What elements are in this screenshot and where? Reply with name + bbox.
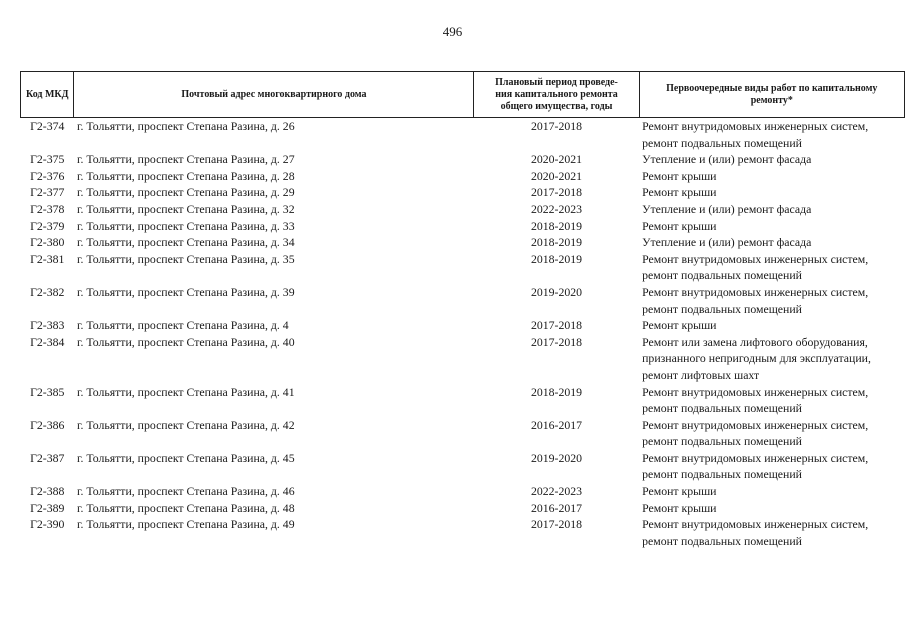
repair-period: 2016-2017 xyxy=(530,500,583,515)
postal-address: г. Тольятти, проспект Степана Разина, д. 26 xyxy=(76,119,295,133)
postal-address: г. Тольятти, проспект Степана Разина, д. 46 xyxy=(76,484,295,499)
priority-works-line: ремонт подвальных помещений xyxy=(642,401,802,416)
postal-address: г. Тольятти, проспект Степана Разина, д. 39 xyxy=(76,284,295,299)
table-row xyxy=(21,284,905,317)
mkd-code: Г2-382 xyxy=(30,284,65,299)
table-row xyxy=(21,500,905,517)
table-row xyxy=(21,234,905,251)
priority-works xyxy=(639,334,904,384)
mkd-code: Г2-386 xyxy=(30,417,65,432)
priority-works xyxy=(639,168,904,185)
table-row xyxy=(21,151,905,168)
priority-works xyxy=(639,483,904,500)
table-header-row xyxy=(21,72,905,118)
priority-works xyxy=(639,450,904,483)
priority-works-line: Ремонт внутридомовых инженерных систем, xyxy=(642,251,869,266)
mkd-code: Г2-381 xyxy=(30,251,65,266)
priority-works-line: Ремонт или замена лифтового оборудования, xyxy=(642,334,868,349)
priority-works xyxy=(639,218,904,235)
mkd-code: Г2-390 xyxy=(30,517,65,532)
priority-works xyxy=(639,317,904,334)
postal-address: г. Тольятти, проспект Степана Разина, д. 29 xyxy=(76,185,295,200)
priority-works xyxy=(639,234,904,251)
priority-works-line: ремонт подвальных помещений xyxy=(642,467,802,482)
mkd-code: Г2-383 xyxy=(30,318,65,333)
postal-address: г. Тольятти, проспект Степана Разина, д. 45 xyxy=(76,450,295,465)
repair-period: 2017-2018 xyxy=(530,334,583,349)
priority-works xyxy=(639,151,904,168)
table-row xyxy=(21,516,905,549)
header-period-line: Плановый период проведе- xyxy=(495,76,618,88)
priority-works-line: Ремонт внутридомовых инженерных систем, xyxy=(642,119,869,133)
header-period-line: общего имущества, годы xyxy=(500,100,613,112)
repair-period: 2018-2019 xyxy=(530,218,583,233)
repair-period: 2022-2023 xyxy=(530,484,583,499)
mkd-code: Г2-389 xyxy=(30,500,65,515)
table-row xyxy=(21,168,905,185)
header-period-line: ния капитального ремонта xyxy=(495,88,618,100)
priority-works-line: Утепление и (или) ремонт фасада xyxy=(642,235,812,250)
priority-works xyxy=(639,417,904,450)
priority-works-line: ремонт подвальных помещений xyxy=(642,268,802,283)
priority-works-line: Ремонт внутридомовых инженерных систем, xyxy=(642,417,869,432)
repair-period: 2018-2019 xyxy=(530,384,583,399)
priority-works-line: ремонт подвальных помещений xyxy=(642,533,802,548)
mkd-code: Г2-380 xyxy=(30,235,65,250)
priority-works-line: Ремонт внутридомовых инженерных систем, xyxy=(642,284,869,299)
mkd-code: Г2-388 xyxy=(30,484,65,499)
repair-period: 2017-2018 xyxy=(530,119,583,133)
postal-address: г. Тольятти, проспект Степана Разина, д. 27 xyxy=(76,152,295,167)
priority-works-line: Ремонт внутридомовых инженерных систем, xyxy=(642,450,869,465)
table-row xyxy=(21,483,905,500)
priority-works xyxy=(639,516,904,549)
priority-works xyxy=(639,284,904,317)
priority-works-line: ремонт лифтовых шахт xyxy=(642,367,760,382)
mkd-code: Г2-387 xyxy=(30,450,65,465)
repair-period: 2017-2018 xyxy=(530,517,583,532)
header-works xyxy=(639,72,904,118)
table-row xyxy=(21,118,905,152)
priority-works-line: Утепление и (или) ремонт фасада xyxy=(642,201,812,216)
mkd-code: Г2-376 xyxy=(30,168,65,183)
priority-works-line: Ремонт крыши xyxy=(642,185,717,200)
table-row xyxy=(21,317,905,334)
priority-works-line: ремонт подвальных помещений xyxy=(642,434,802,449)
table-row xyxy=(21,184,905,201)
priority-works-line: ремонт подвальных помещений xyxy=(642,135,802,150)
repair-period: 2022-2023 xyxy=(530,201,583,216)
priority-works-line: Утепление и (или) ремонт фасада xyxy=(642,152,812,167)
repair-period: 2019-2020 xyxy=(530,284,583,299)
postal-address: г. Тольятти, проспект Степана Разина, д. 35 xyxy=(76,251,295,266)
priority-works xyxy=(639,500,904,517)
priority-works-line: Ремонт крыши xyxy=(642,218,717,233)
table-row xyxy=(21,334,905,384)
mkd-code: Г2-379 xyxy=(30,218,65,233)
mkd-code: Г2-384 xyxy=(30,334,65,349)
table-row xyxy=(21,450,905,483)
postal-address: г. Тольятти, проспект Степана Разина, д. 41 xyxy=(76,384,295,399)
priority-works xyxy=(639,251,904,284)
postal-address: г. Тольятти, проспект Степана Разина, д. 4 xyxy=(76,318,289,333)
repair-period: 2017-2018 xyxy=(530,318,583,333)
header-works-line: Первоочередные виды работ по капитальному xyxy=(666,82,878,94)
repair-period: 2018-2019 xyxy=(530,251,583,266)
postal-address: г. Тольятти, проспект Степана Разина, д. 28 xyxy=(76,168,295,183)
mkd-code: Г2-378 xyxy=(30,201,65,216)
table-body xyxy=(21,118,905,550)
repair-period: 2020-2021 xyxy=(530,152,583,167)
header-works-line: ремонту* xyxy=(750,94,793,106)
repair-schedule-table xyxy=(20,71,905,549)
repair-period: 2018-2019 xyxy=(530,235,583,250)
header-address: Почтовый адрес многоквартирного дома xyxy=(74,72,474,118)
priority-works-line: признанного непригодным для эксплуатации, xyxy=(642,351,871,366)
priority-works xyxy=(639,384,904,417)
priority-works-line: ремонт подвальных помещений xyxy=(642,301,802,316)
header-code: Код МКД xyxy=(21,72,74,118)
mkd-code: Г2-377 xyxy=(30,185,65,200)
repair-period: 2020-2021 xyxy=(530,168,583,183)
table-row xyxy=(21,218,905,235)
priority-works-line: Ремонт крыши xyxy=(642,500,717,515)
table-row xyxy=(21,384,905,417)
priority-works xyxy=(639,184,904,201)
table-row xyxy=(21,251,905,284)
repair-period: 2019-2020 xyxy=(530,450,583,465)
repair-period: 2016-2017 xyxy=(530,417,583,432)
mkd-code: Г2-375 xyxy=(30,152,65,167)
priority-works xyxy=(639,201,904,218)
priority-works-line: Ремонт внутридомовых инженерных систем, xyxy=(642,384,869,399)
header-period xyxy=(474,72,639,118)
postal-address: г. Тольятти, проспект Степана Разина, д. 34 xyxy=(76,235,295,250)
priority-works xyxy=(639,118,904,152)
priority-works-line: Ремонт внутридомовых инженерных систем, xyxy=(642,517,869,532)
postal-address: г. Тольятти, проспект Степана Разина, д. 33 xyxy=(76,218,295,233)
mkd-code: Г2-374 xyxy=(30,119,65,133)
mkd-code: Г2-385 xyxy=(30,384,65,399)
postal-address: г. Тольятти, проспект Степана Разина, д. 49 xyxy=(76,517,295,532)
priority-works-line: Ремонт крыши xyxy=(642,484,717,499)
table-row xyxy=(21,417,905,450)
postal-address: г. Тольятти, проспект Степана Разина, д. 42 xyxy=(76,417,295,432)
repair-period: 2017-2018 xyxy=(530,185,583,200)
postal-address: г. Тольятти, проспект Степана Разина, д. 32 xyxy=(76,201,295,216)
table-row xyxy=(21,201,905,218)
postal-address: г. Тольятти, проспект Степана Разина, д. 48 xyxy=(76,500,295,515)
priority-works-line: Ремонт крыши xyxy=(642,318,717,333)
priority-works-line: Ремонт крыши xyxy=(642,168,717,183)
postal-address: г. Тольятти, проспект Степана Разина, д. 40 xyxy=(76,334,295,349)
page-number: 496 xyxy=(442,24,463,39)
